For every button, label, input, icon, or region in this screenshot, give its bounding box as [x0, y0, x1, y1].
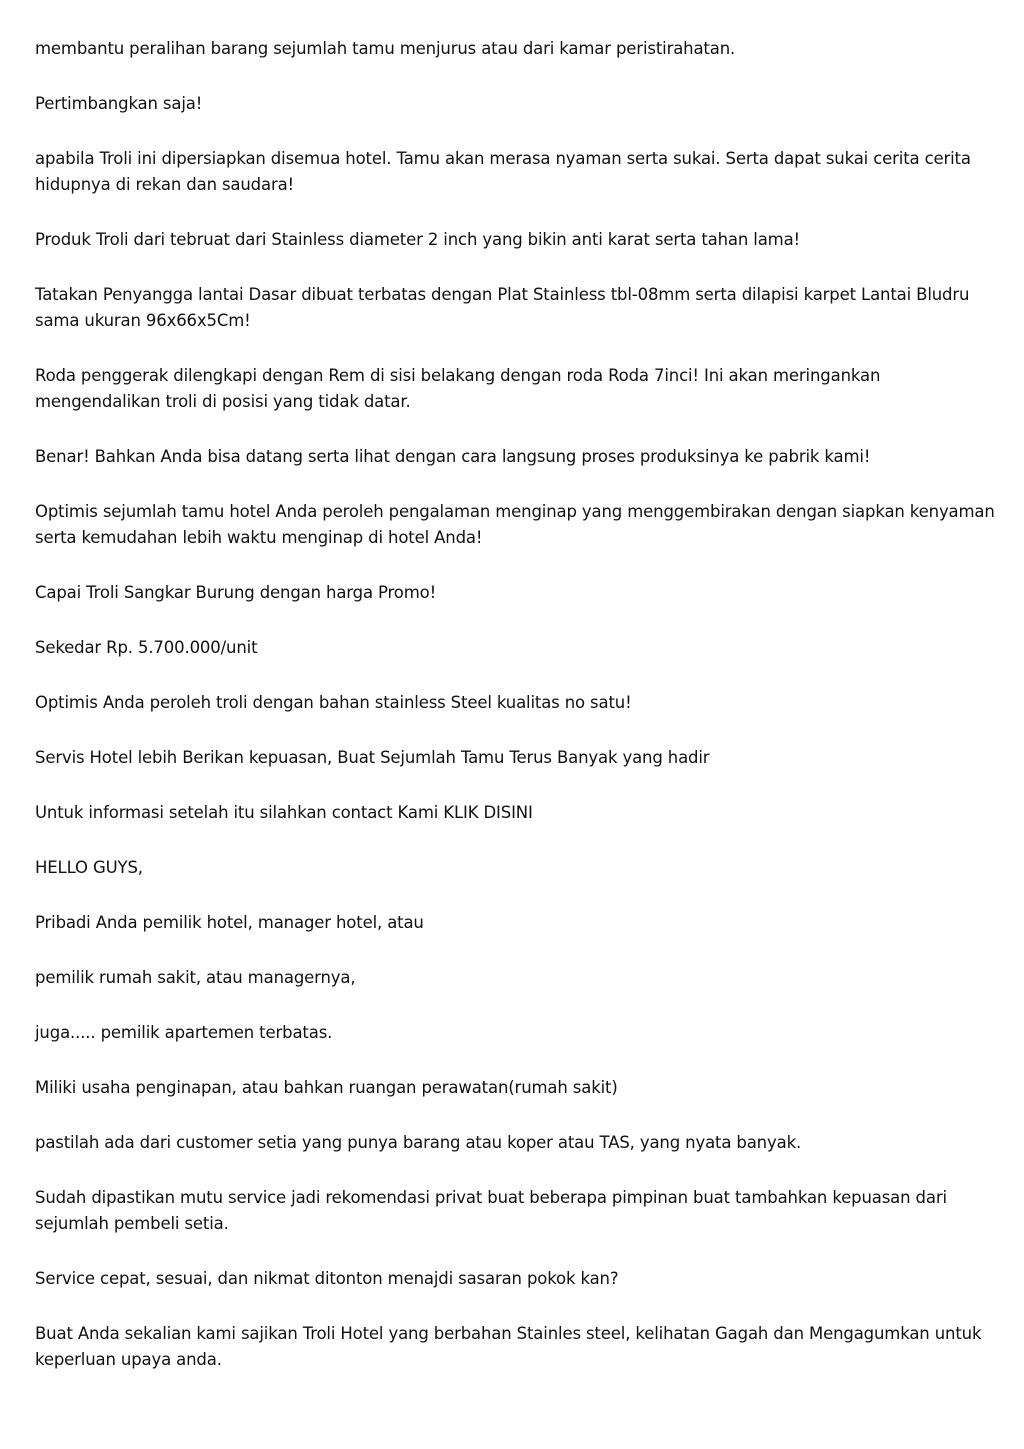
paragraph-16: pemilik rumah sakit, atau managernya, — [35, 968, 356, 987]
paragraph-11: Optimis Anda peroleh troli dengan bahan stainless Steel kualitas no satu! — [35, 693, 632, 712]
paragraph-9: Capai Troli Sangkar Burung dengan harga Promo! — [35, 583, 437, 602]
paragraph-2: Pertimbangkan saja! — [35, 94, 203, 113]
price-paragraph: Sekedar Rp. 5.700.000/unit — [35, 638, 258, 657]
paragraph-15: Pribadi Anda pemilik hotel, manager hotel, atau — [35, 913, 424, 932]
paragraph-6: Roda penggerak dilengkapi dengan Rem di sisi belakang dengan roda Roda 7inci! Ini akan meringankan mengendalikan troli di posisi yang tidak datar. — [35, 366, 881, 411]
paragraph-12: Servis Hotel lebih Berikan kepuasan, Buat Sejumlah Tamu Terus Banyak yang hadir — [35, 748, 710, 767]
paragraph-4: Produk Troli dari tebruat dari Stainless diameter 2 inch yang bikin anti karat serta tahan lama! — [35, 230, 801, 249]
paragraph-1: membantu peralihan barang sejumlah tamu menjurus atau dari kamar peristirahatan. — [35, 39, 736, 58]
paragraph-22: Buat Anda sekalian kami sajikan Troli Hotel yang berbahan Stainles steel, kelihatan Gagah dan Mengagumkan untuk keperluan upaya anda. — [35, 1324, 982, 1369]
paragraph-21: Service cepat, sesuai, dan nikmat ditonton menajdi sasaran pokok kan? — [35, 1269, 619, 1288]
paragraph-17: juga..... pemilik apartemen terbatas. — [35, 1023, 333, 1042]
paragraph-3: apabila Troli ini dipersiapkan disemua hotel. Tamu akan merasa nyaman serta sukai. Serta dapat sukai cerita cerita hidupnya di rekan dan saudara! — [35, 149, 971, 194]
contact-paragraph: Untuk informasi setelah itu silahkan contact Kami KLIK DISINI — [35, 803, 533, 822]
paragraph-5: Tatakan Penyangga lantai Dasar dibuat terbatas dengan Plat Stainless tbl-08mm serta dilapisi karpet Lantai Bludru sama ukuran 96x66x5Cm! — [35, 285, 970, 330]
paragraph-7: Benar! Bahkan Anda bisa datang serta lihat dengan cara langsung proses produksinya ke pabrik kami! — [35, 447, 871, 466]
document-body — [35, 36, 995, 1402]
paragraph-18: Miliki usaha penginapan, atau bahkan ruangan perawatan(rumah sakit) — [35, 1078, 618, 1097]
paragraph-19: pastilah ada dari customer setia yang punya barang atau koper atau TAS, yang nyata banyak. — [35, 1133, 802, 1152]
paragraph-20: Sudah dipastikan mutu service jadi rekomendasi privat buat beberapa pimpinan buat tambahkan kepuasan dari sejumlah pembeli setia. — [35, 1188, 947, 1233]
paragraph-8: Optimis sejumlah tamu hotel Anda peroleh pengalaman menginap yang menggembirakan dengan siapkan kenyaman serta kemudahan lebih waktu menginap di hotel Anda! — [35, 502, 995, 547]
greeting-paragraph: HELLO GUYS, — [35, 858, 143, 877]
